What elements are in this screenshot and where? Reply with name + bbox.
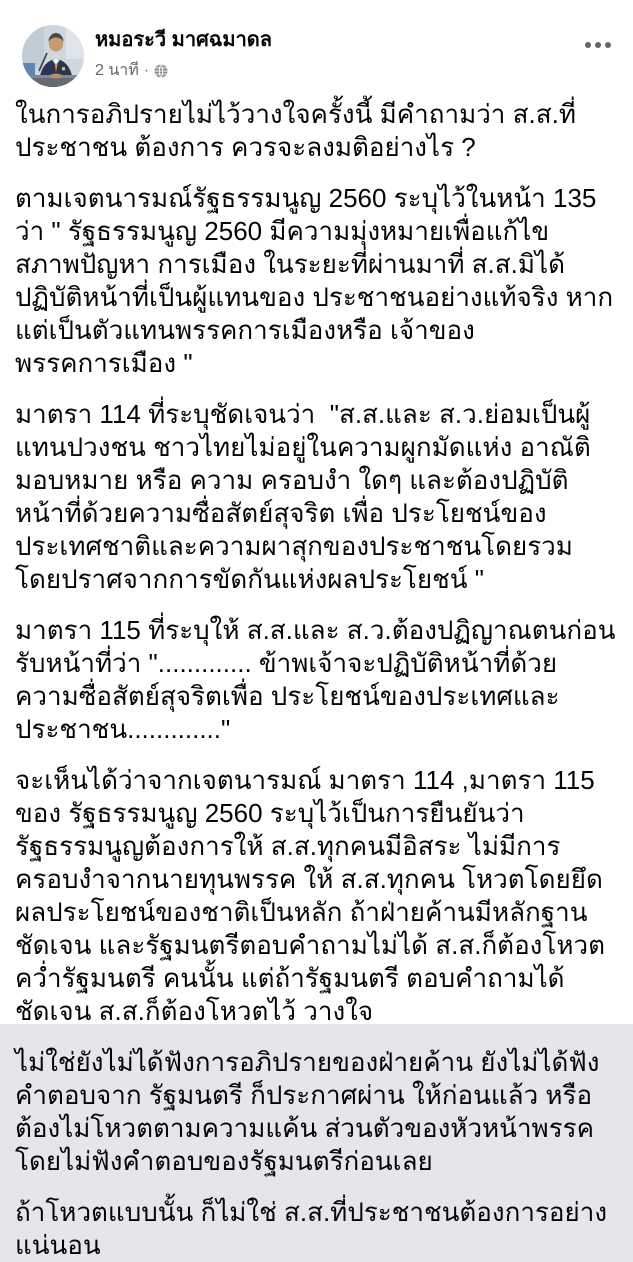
post-paragraph: ตามเจตนารมณ์รัฐธรรมนูญ 2560 ระบุไว้ในหน้า 135 ว่า " รัฐธรรมนูญ 2560 มีความมุ่งหมายเพื่อแก้ไข สภาพปัญหา การเมือง ในระยะที่ผ่านมาที่ ส.ส.มิได้ปฏิบัติหน้าที่เป็นผู้แทนของ ประชาชนอย่างแท้จริง หากแต่เป็นตัวแทนพรรคการเมืองหรือ เจ้าของพรรคการเมือง " [15, 183, 614, 378]
meta-separator: · [143, 61, 150, 79]
post-paragraph: ถ้าโหวตแบบนั้น ก็ไม่ใช่ ส.ส.ที่ประชาชนต้องการอย่างแน่นอน [15, 1197, 608, 1260]
post-paragraph: จะเห็นได้ว่าจากเจตนารมณ์ มาตรา 114 ,มาตรา 115 ของ รัฐธรรมนูญ 2560 ระบุไว้เป็นการยืนยันว่ารัฐธรรมนูญต้องการให้ ส.ส.ทุกคนมีอิสระ ไม่มีการครอบงำจากนายทุนพรรค ให้ ส.ส.ทุกคน โหวตโดยยึดผลประโยชน์ของชาติเป็นหลัก ถ้าฝ่ายค้านมีหลักฐาน ชัดเจน และรัฐมนตรีตอบคำถามไม่ได้ ส.ส.ก็ต้องโหวตคว่ำรัฐมนตรี คนนั้น แต่ถ้ารัฐมนตรี ตอบคำถามได้ชัดเจน ส.ส.ก็ต้องโหวตไว้ วางใจ [15, 765, 605, 1026]
globe-icon [154, 64, 168, 78]
post-header [0, 0, 633, 87]
profile-photo-icon [22, 25, 84, 87]
three-dots-icon [605, 42, 611, 48]
author-name[interactable]: หมอระวี มาศฉมาดล [95, 29, 273, 51]
avatar[interactable] [22, 25, 84, 87]
three-dots-icon [585, 42, 591, 48]
three-dots-icon [595, 42, 601, 48]
timestamp[interactable]: 2 นาที [95, 62, 139, 79]
post-paragraph: ไม่ใช่ยังไม่ได้ฟังการอภิปรายของฝ่ายค้าน ยังไม่ได้ฟังคำตอบจาก รัฐมนตรี ก็ประกาศผ่าน ให้ก่อนแล้ว หรือต้องไม่โหวตตามความแค้น ส่วนตัวของหัวหน้าพรรค โดยไม่ฟังคำตอบของรัฐมนตรีก่อนเลย [15, 1047, 602, 1176]
post-paragraph: มาตรา 115 ที่ระบุให้ ส.ส.และ ส.ว.ต้องปฏิญาณตนก่อนรับหน้าที่ว่า "............. ข้าพเจ้าจะปฏิบัติหน้าที่ด้วยความซื่อสัตย์สุจริตเพื่อ ประโยชน์ของประเทศและประชาชน............." [15, 615, 616, 744]
more-options-button[interactable] [583, 36, 613, 54]
post-meta-row [95, 58, 272, 83]
header-meta [95, 25, 272, 83]
post-paragraph: ในการอภิปรายไม่ไว้วางใจครั้งนี้ มีคำถามว่า ส.ส.ที่ประชาชน ต้องการ ควรจะลงมติอย่างไร ? [15, 99, 576, 162]
post-body [0, 87, 633, 1262]
post-paragraph: มาตรา 114 ที่ระบุชัดเจนว่า "ส.ส.และ ส.ว.ย่อมเป็นผู้แทนปวงชน ชาวไทยไม่อยู่ในความผูกมัดแห่ง อาณัติมอบหมาย หรือ ความ ครอบงำ ใดๆ และต้องปฏิบัติหน้าที่ด้วยความซื่อสัตย์สุจริต เพื่อ ประโยชน์ของประเทศชาติและความผาสุกของประชาชนโดยรวม โดยปราศจากการขัดกันแห่งผลประโยชน์ " [15, 399, 591, 594]
